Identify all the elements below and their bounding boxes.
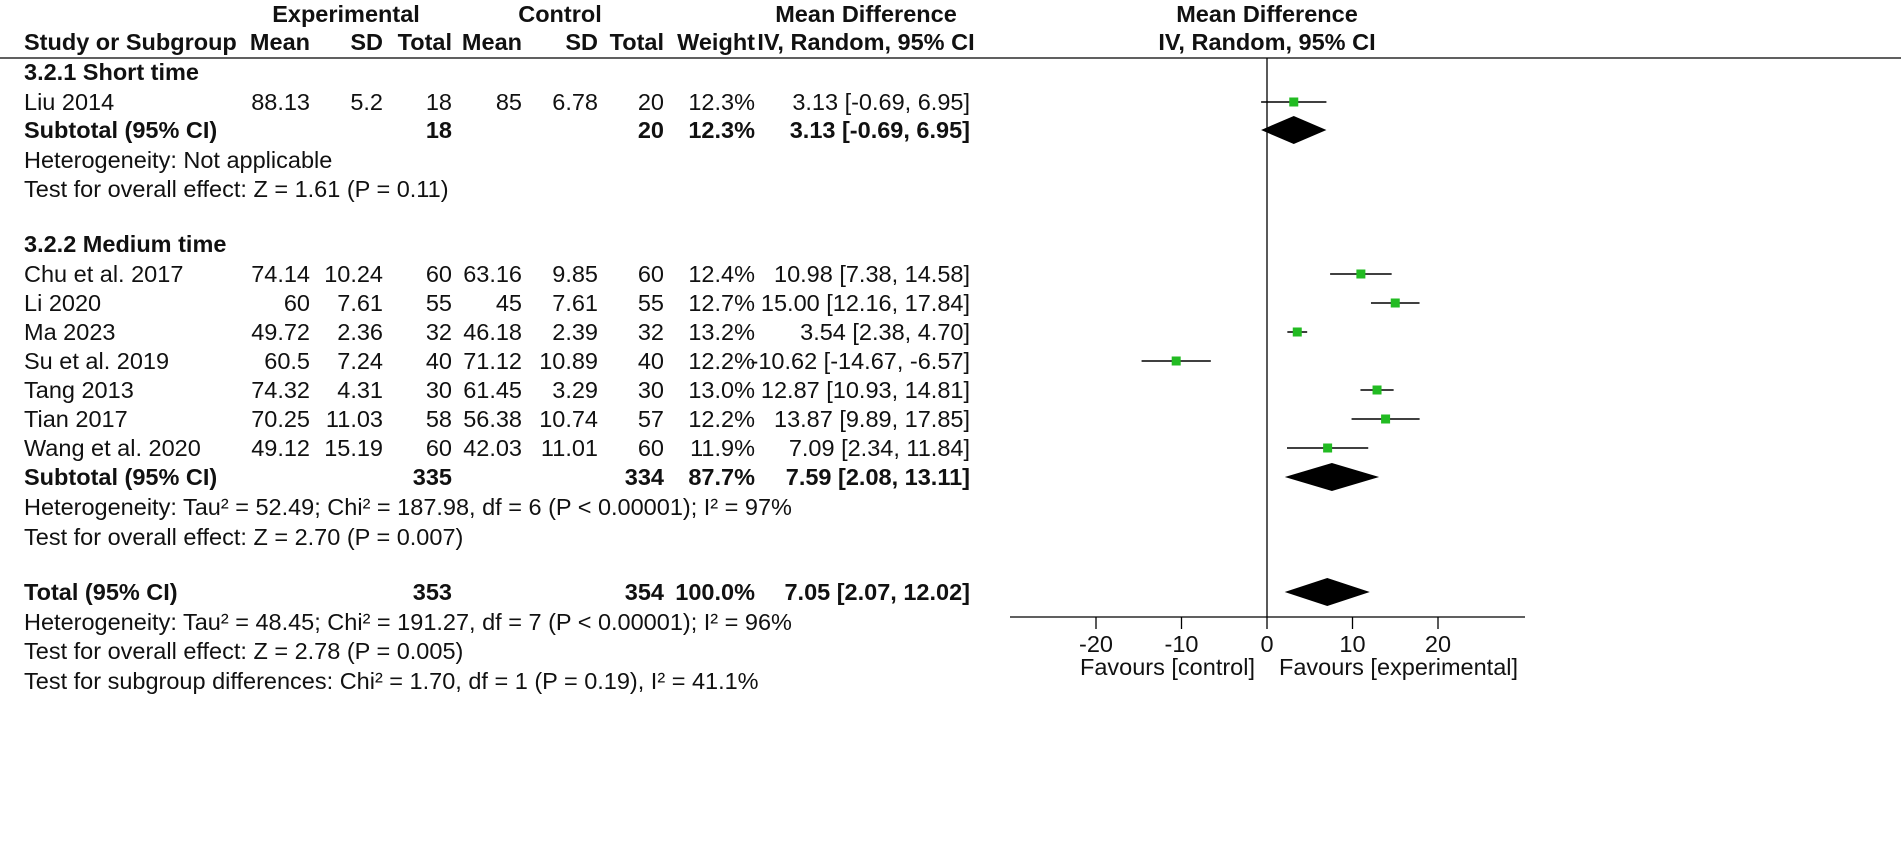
study-ctl-mean: 71.12	[463, 348, 522, 374]
study-ctl-total: 55	[637, 290, 664, 316]
col-header-exp-mean: Mean	[249, 29, 310, 55]
total-exp-total: 353	[412, 579, 452, 605]
study-name: Wang et al. 2020	[24, 435, 201, 461]
subgroup-title: 3.2.1 Short time	[24, 59, 199, 85]
subgroup-heterogeneity: Heterogeneity: Tau² = 52.49; Chi² = 187.98, df = 6 (P < 0.00001); I² = 97%	[24, 494, 792, 520]
study-effect-marker	[1289, 98, 1298, 107]
x-tick-label: 0	[1260, 631, 1274, 657]
subgroup-title: 3.2.2 Medium time	[24, 231, 227, 257]
study-exp-sd: 2.36	[337, 319, 383, 345]
study-exp-total: 30	[425, 377, 452, 403]
study-exp-mean: 88.13	[251, 89, 310, 115]
study-exp-mean: 60.5	[264, 348, 310, 374]
study-weight: 12.3%	[688, 89, 755, 115]
plot-header-method: IV, Random, 95% CI	[1158, 29, 1376, 55]
study-ctl-total: 32	[637, 319, 664, 345]
study-name: Tian 2017	[24, 406, 128, 432]
study-effect-marker	[1172, 357, 1181, 366]
study-ctl-sd: 11.01	[540, 435, 598, 461]
study-exp-total: 60	[425, 261, 452, 287]
study-exp-total: 55	[425, 290, 452, 316]
subtotal-label: Subtotal (95% CI)	[24, 464, 218, 490]
total-overall-effect: Test for overall effect: Z = 2.78 (P = 0.005)	[24, 638, 464, 664]
study-ctl-total: 40	[637, 348, 664, 374]
study-exp-sd: 7.24	[337, 348, 383, 374]
study-ctl-mean: 63.16	[463, 261, 522, 287]
col-header-method: IV, Random, 95% CI	[757, 29, 975, 55]
study-exp-total: 18	[425, 89, 452, 115]
col-header-ctl-total: Total	[609, 29, 664, 55]
subtotal-exp-total: 18	[425, 117, 452, 143]
study-exp-sd: 10.24	[324, 261, 383, 287]
study-ci: 12.87 [10.93, 14.81]	[760, 377, 970, 403]
forest-plot	[1010, 58, 1525, 680]
study-ctl-sd: 3.29	[552, 377, 598, 403]
x-tick-label: -10	[1164, 631, 1199, 657]
subtotal-ci: 3.13 [-0.69, 6.95]	[789, 117, 970, 143]
summary-diamond	[1261, 116, 1326, 144]
study-exp-total: 60	[425, 435, 452, 461]
study-exp-mean: 49.72	[251, 319, 310, 345]
study-exp-mean: 74.32	[251, 377, 310, 403]
subtotal-weight: 12.3%	[688, 117, 755, 143]
study-ctl-mean: 61.45	[463, 377, 522, 403]
study-ci: 3.54 [2.38, 4.70]	[800, 319, 970, 345]
study-weight: 12.4%	[688, 261, 755, 287]
study-ctl-total: 60	[637, 261, 664, 287]
favours-control-label: Favours [control]	[1079, 654, 1255, 680]
study-weight: 12.2%	[688, 406, 755, 432]
study-name: Liu 2014	[24, 89, 115, 115]
study-ctl-mean: 56.38	[463, 406, 522, 432]
subtotal-ci: 7.59 [2.08, 13.11]	[785, 464, 970, 490]
study-exp-total: 40	[425, 348, 452, 374]
study-ctl-sd: 7.61	[552, 290, 598, 316]
subgroup-overall-effect: Test for overall effect: Z = 1.61 (P = 0.11)	[24, 176, 449, 202]
summary-diamond	[1285, 463, 1379, 491]
x-tick-label: -20	[1079, 631, 1113, 657]
study-weight: 12.7%	[688, 290, 755, 316]
study-ctl-sd: 9.85	[552, 261, 598, 287]
subgroup-heterogeneity: Heterogeneity: Not applicable	[24, 147, 333, 173]
subtotal-exp-total: 335	[412, 464, 452, 490]
study-ci: 7.09 [2.34, 11.84]	[788, 435, 970, 461]
study-effect-marker	[1356, 270, 1365, 279]
subgroup-overall-effect: Test for overall effect: Z = 2.70 (P = 0.007)	[24, 524, 464, 550]
study-weight: 13.0%	[688, 377, 755, 403]
study-ctl-total: 20	[637, 89, 664, 115]
header-control: Control	[518, 1, 602, 27]
total-ctl-total: 354	[624, 579, 664, 605]
study-exp-mean: 60	[283, 290, 310, 316]
plot-header-title: Mean Difference	[1176, 1, 1358, 27]
col-header-exp-sd: SD	[350, 29, 383, 55]
study-exp-sd: 15.19	[324, 435, 383, 461]
study-exp-mean: 49.12	[251, 435, 310, 461]
summary-diamond	[1285, 578, 1370, 606]
study-effect-marker	[1391, 299, 1400, 308]
forest-table	[0, 1, 1901, 694]
study-ci: 3.13 [-0.69, 6.95]	[792, 89, 970, 115]
study-ctl-sd: 10.74	[539, 406, 598, 432]
col-header-exp-total: Total	[397, 29, 452, 55]
study-exp-sd: 11.03	[325, 406, 383, 432]
study-ctl-sd: 2.39	[552, 319, 598, 345]
study-ci: 10.98 [7.38, 14.58]	[774, 261, 970, 287]
study-exp-mean: 70.25	[251, 406, 310, 432]
col-header-study: Study or Subgroup	[24, 29, 237, 55]
study-ctl-total: 30	[637, 377, 664, 403]
x-tick-label: 10	[1339, 631, 1366, 657]
x-tick-label: 20	[1424, 631, 1452, 657]
study-ctl-total: 57	[637, 406, 664, 432]
total-label: Total (95% CI)	[24, 579, 178, 605]
study-exp-sd: 4.31	[337, 377, 383, 403]
col-header-ctl-mean: Mean	[461, 29, 522, 55]
study-exp-mean: 74.14	[251, 261, 310, 287]
header-mean-difference: Mean Difference	[775, 1, 957, 27]
study-effect-marker	[1323, 444, 1332, 453]
subtotal-ctl-total: 20	[637, 117, 664, 143]
total-weight: 100.0%	[675, 579, 755, 605]
favours-experimental-label: Favours [experimental]	[1279, 654, 1519, 680]
study-ci: -10.62 [-14.67, -6.57]	[750, 348, 970, 374]
total-ci: 7.05 [2.07, 12.02]	[784, 579, 970, 605]
study-ci: 13.87 [9.89, 17.85]	[774, 406, 970, 432]
total-heterogeneity: Heterogeneity: Tau² = 48.45; Chi² = 191.27, df = 7 (P < 0.00001); I² = 96%	[24, 609, 792, 635]
study-ctl-mean: 85	[495, 89, 522, 115]
study-ci: 15.00 [12.16, 17.84]	[760, 290, 970, 316]
study-weight: 13.2%	[688, 319, 755, 345]
study-effect-marker	[1381, 415, 1390, 424]
study-ctl-sd: 10.89	[539, 348, 598, 374]
study-exp-sd: 5.2	[350, 89, 383, 115]
study-ctl-mean: 46.18	[463, 319, 522, 345]
study-weight: 11.9%	[690, 435, 755, 461]
study-exp-total: 32	[425, 319, 452, 345]
header-experimental: Experimental	[272, 1, 420, 27]
subtotal-label: Subtotal (95% CI)	[24, 117, 218, 143]
subtotal-weight: 87.7%	[688, 464, 755, 490]
study-name: Su et al. 2019	[24, 348, 170, 374]
study-name: Tang 2013	[24, 377, 134, 403]
study-effect-marker	[1293, 328, 1302, 337]
study-exp-total: 58	[425, 406, 452, 432]
study-name: Li 2020	[24, 290, 102, 316]
study-ctl-total: 60	[637, 435, 664, 461]
col-header-ctl-sd: SD	[565, 29, 598, 55]
study-ctl-mean: 42.03	[463, 435, 522, 461]
study-name: Ma 2023	[24, 319, 116, 345]
subgroup-differences-test: Test for subgroup differences: Chi² = 1.70, df = 1 (P = 0.19), I² = 41.1%	[24, 668, 759, 694]
study-weight: 12.2%	[688, 348, 755, 374]
col-header-weight: Weight	[677, 29, 755, 55]
study-ctl-sd: 6.78	[552, 89, 598, 115]
study-effect-marker	[1373, 386, 1382, 395]
subtotal-ctl-total: 334	[624, 464, 664, 490]
study-name: Chu et al. 2017	[24, 261, 184, 287]
study-ctl-mean: 45	[495, 290, 522, 316]
study-exp-sd: 7.61	[337, 290, 383, 316]
